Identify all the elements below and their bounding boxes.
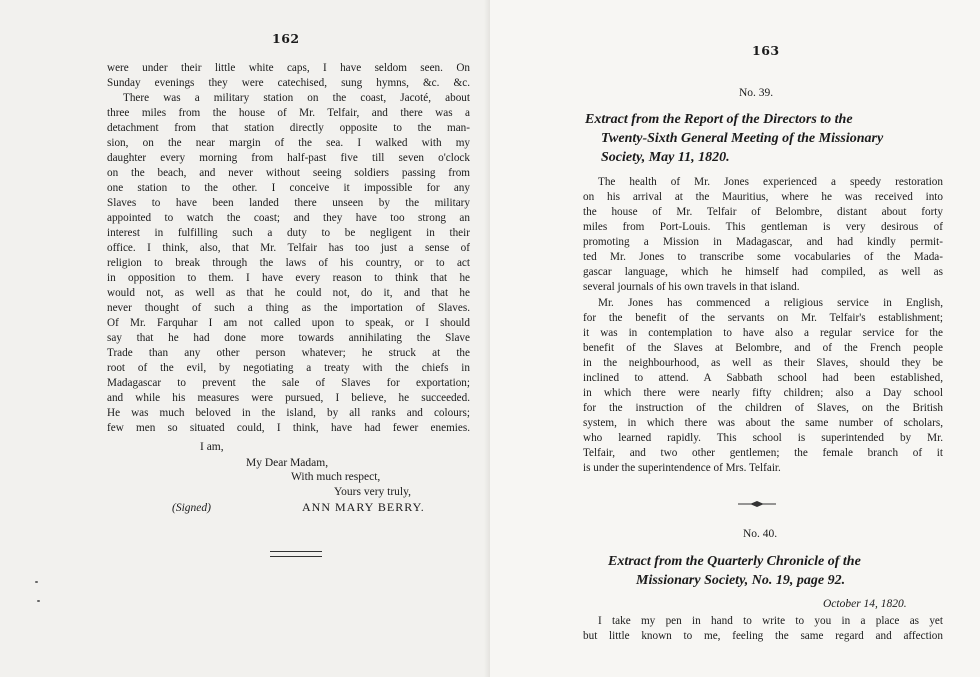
text-line: is under the superintendence of Mrs. Telfair. — [583, 462, 781, 474]
text-line: ted Mr. Jones to transcribe some vocabularies of the Mada- — [583, 251, 943, 263]
section-number: No. 39. — [739, 87, 774, 99]
text-line: but little known to me, feeling the same regard and affection — [583, 630, 943, 642]
text-line: Mr. Jones has commenced a religious service in English, — [598, 297, 943, 309]
text-line: would not, as well as that he could not, do it, and that he — [107, 287, 470, 299]
text-line: gascar language, which he himself had compiled, as well as — [583, 266, 943, 278]
closing-i-am: I am, — [200, 441, 224, 453]
letter-date: October 14, 1820. — [823, 598, 907, 610]
text-line: inclined to attend. A Sabbath school had been established, — [583, 372, 943, 384]
section-number: No. 40. — [743, 528, 778, 540]
text-line: daughter every morning from half-past five till seven o'clock — [107, 152, 470, 164]
text-line: in which there were nearly fifty children; also a Day school — [583, 387, 943, 399]
text-line: Of Mr. Farquhar I am not called upon to speak, or I should — [107, 317, 470, 329]
text-line: Madagascar to prevent the sale of Slaves for exportation; — [107, 377, 470, 389]
text-line: sion, on the near margin of the sea. I walked with my — [107, 137, 470, 149]
text-line: for the benefit of the servants on Mr. Telfair's establishment; — [583, 312, 943, 324]
text-line: Slaves to have been landed there unseen by the military — [107, 197, 470, 209]
double-rule-divider — [270, 551, 322, 557]
text-line: The health of Mr. Jones experienced a speedy restoration — [598, 176, 943, 188]
text-line: who learned rapidly. This school is superintended by Mr. — [583, 432, 943, 444]
paper-speck — [37, 600, 40, 602]
closing-yours: Yours very truly, — [334, 486, 411, 498]
salutation: My Dear Madam, — [246, 457, 329, 469]
text-line: interest in fulfilling such a duty to be negligent in their — [107, 227, 470, 239]
text-line: one station to the other. I conceive it impossible for any — [107, 182, 470, 194]
text-line: religion to break through the laws of his country, or to act — [107, 257, 470, 269]
text-line: it was in contemplation to have also a regular service for the — [583, 327, 943, 339]
page-number-right: 163 — [752, 43, 780, 58]
extract-title: Missionary Society, No. 19, page 92. — [636, 573, 846, 588]
extract-title: Society, May 11, 1820. — [601, 150, 730, 165]
closing-respect: With much respect, — [291, 471, 381, 483]
text-line: on the beach, and never without seeing soldiers passing from — [107, 167, 470, 179]
text-line: There was a military station on the coast, Jacoté, about — [123, 92, 470, 104]
text-line: three miles from the house of Mr. Telfair, and there was a — [107, 107, 470, 119]
text-line: the house of Mr. Telfair of Belombre, distant about forty — [583, 206, 943, 218]
text-line: in opposition to them. I have every reason to think that he — [107, 272, 470, 284]
page-number-left: 162 — [272, 31, 300, 46]
text-line: I take my pen in hand to write to you in a place as yet — [598, 615, 943, 627]
text-line: benefit of the Slaves at Belombre, and of the French people — [583, 342, 943, 354]
paper-speck — [35, 581, 38, 583]
text-line: system, in which there was about the same number of scholars, — [583, 417, 943, 429]
text-line: on his arrival at the Mauritius, where he was received into — [583, 191, 943, 203]
text-line: in the neighbourhood, as well as their Slaves, should they be — [583, 357, 943, 369]
text-line: and while his measures were pursued, I believe, he succeeded. — [107, 392, 470, 404]
text-line: detachment from that station directly opposite to the man- — [107, 122, 470, 134]
extract-title: Extract from the Report of the Directors to the — [585, 112, 853, 127]
text-line: office. I think, also, that Mr. Telfair has too just a sense of — [107, 242, 470, 254]
text-line: were under their little white caps, I have seldom seen. On — [107, 62, 470, 74]
extract-title: Extract from the Quarterly Chronicle of the — [608, 554, 861, 569]
ornament-divider — [738, 499, 776, 509]
text-line: He was much beloved in the island, by all ranks and colours; — [107, 407, 470, 419]
text-line: say that he had done more towards annihilating the Slave — [107, 332, 470, 344]
text-line: miles from Port-Louis. This gentleman is very desirous of — [583, 221, 943, 233]
text-line: root of the evil, by negotiating a treaty with the chiefs in — [107, 362, 470, 374]
text-line: for the instruction of the children of Slaves, on the British — [583, 402, 943, 414]
text-line: several journals of his own travels in that island. — [583, 281, 800, 293]
text-line: never thought of such a thing as the importation of Slaves. — [107, 302, 470, 314]
extract-title: Twenty-Sixth General Meeting of the Missionary — [601, 131, 884, 146]
text-line: appointed to watch the coast; and they have too strong an — [107, 212, 470, 224]
text-line: Trade than any other person whatever; he struck at the — [107, 347, 470, 359]
text-line: Telfair, and two other gentlemen; the female branch of it — [583, 447, 943, 459]
text-line: Sunday evenings they were catechised, sung hymns, &c. &c. — [107, 77, 470, 89]
signed-label: (Signed) — [172, 502, 211, 514]
text-line: promoting a Mission in Madagascar, and had kindly permit- — [583, 236, 943, 248]
right-page — [490, 0, 980, 677]
signature: ANN MARY BERRY. — [302, 500, 425, 514]
text-line: few men so situated could, I think, have had fewer enemies. — [107, 422, 470, 434]
